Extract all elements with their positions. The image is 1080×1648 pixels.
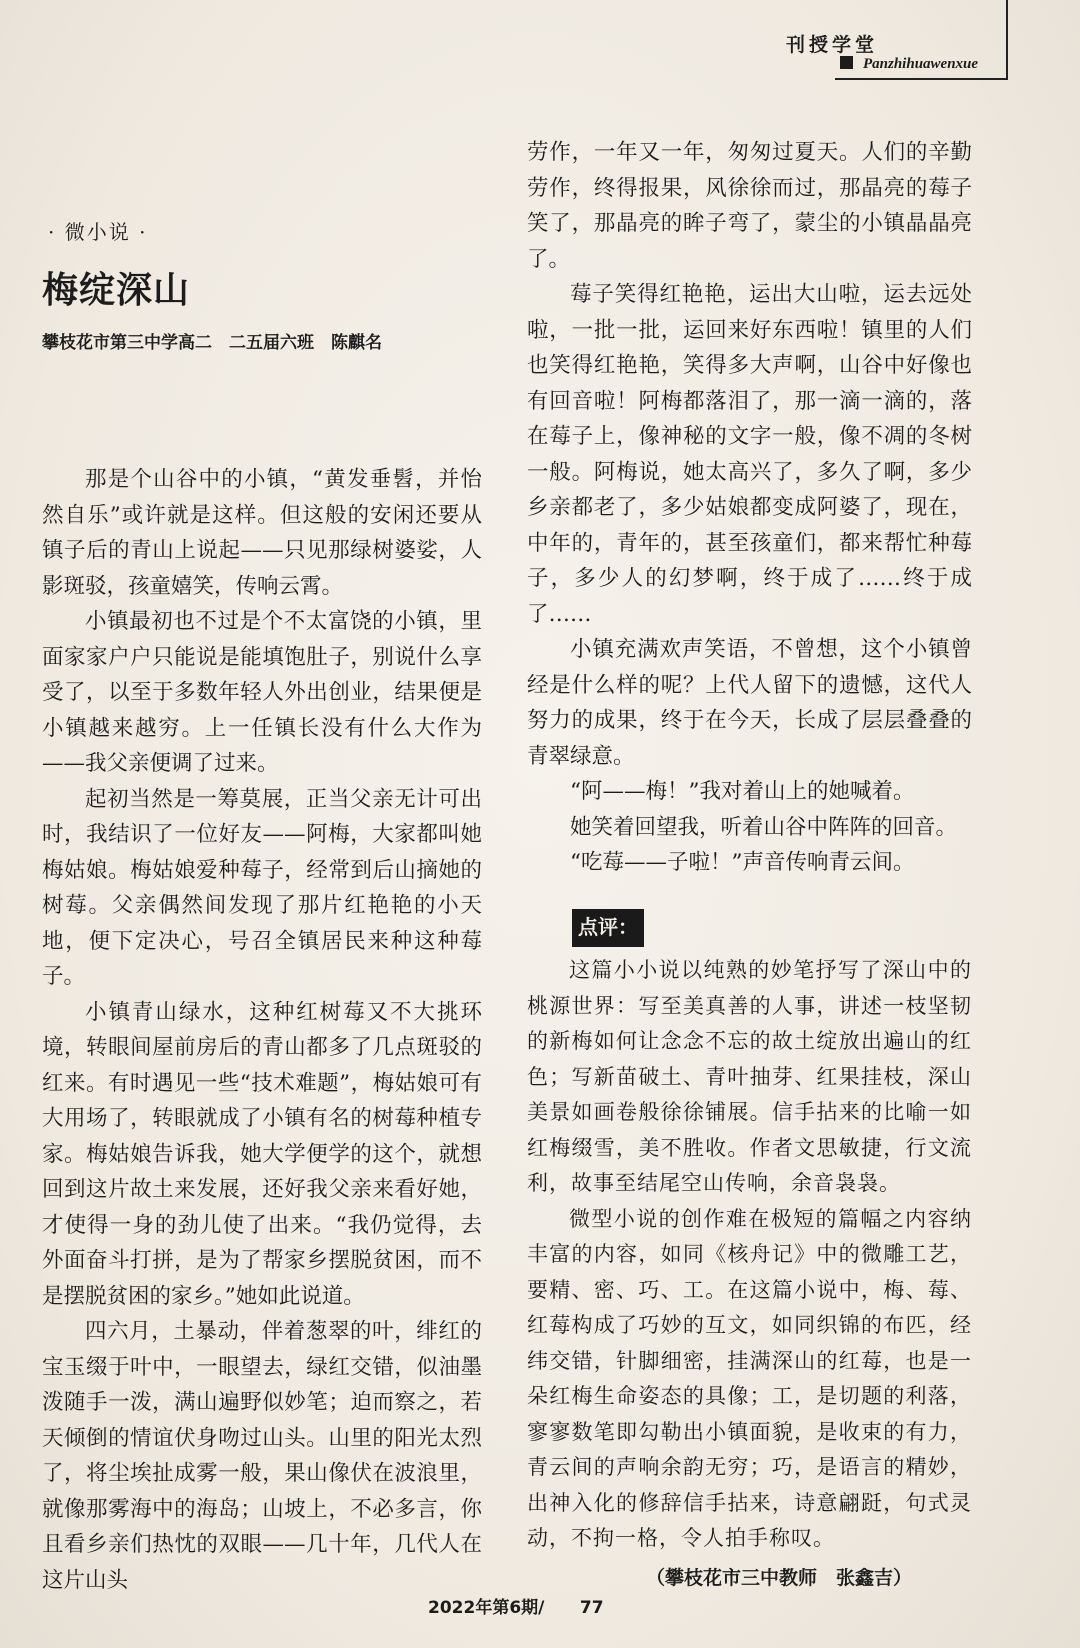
review-paragraph: 微型小说的创作难在极短的篇幅之内容纳丰富的内容，如同《核舟记》中的微雕工艺，要精、密、巧、工。在这篇小说中，梅、莓、红莓构成了巧妙的互文，如同织锦的布匹，经纬交错，针脚细密，挂满深山的红莓，也是一朵红梅生命姿态的具像；工，是切题的利落，寥寥数笔即勾勒出小镇面貌，是收束的有力，青云间的声响余韵无穷；巧，是语言的精妙，出神入化的修辞信手拈来，诗意翩跹，句式灵动，不拘一格，令人拍手称叹。 (527, 1206, 972, 1550)
body-paragraph: 小镇充满欢声笑语，不曾想，这个小镇曾经是什么样的呢？上代人留下的遗憾，这代人努力的成果，终于在今天，长成了层层叠叠的青翠绿意。 (527, 637, 972, 769)
body-paragraph: 四六月，土暴动，伴着葱翠的叶，绯红的宝玉缀于叶中，一眼望去，绿红交错，似油墨泼随手一泼，满山遍野似妙笔；迫而察之，若天倾倒的情谊伏身吻过山头。山里的阳光太烈了，将尘埃扯成雾一般，果山像伏在波浪里，就像那雾海中的海岛；山坡上，不必多言，你且看乡亲们热忱的双眼——几十年，几代人在这片山头 (42, 1319, 482, 1593)
square-bullet-icon (840, 56, 853, 69)
article-title: 梅绽深山 (42, 270, 191, 311)
body-paragraph-continued: 劳作，一年又一年，匆匆过夏天。人们的辛勤劳作，终得报果，风徐徐而过，那晶亮的莓子笑了，那晶亮的眸子弯了，蒙尘的小镇晶晶亮了。 (527, 140, 972, 272)
review-signature: （攀枝花市三中教师 张鑫吉） (645, 1566, 912, 1589)
review-paragraph: 这篇小小说以纯熟的妙笔抒写了深山中的桃源世界：写至美真善的人事，讲述一枝坚韧的新梅如何让念念不忘的故土绽放出遍山的红色；写新苗破土、青叶抽芽、红果挂枝，深山美景如画卷般徐徐铺展。信手拈来的比喻一如红梅缀雪，美不胜收。作者文思敏捷，行文流利，故事至结尾空山传响，余音袅袅。 (527, 958, 972, 1195)
body-paragraph: “吃莓——子啦！”声音传响青云间。 (570, 850, 915, 875)
body-paragraph: 小镇最初也不过是个不太富饶的小镇，里面家家户户只能说是能填饱肚子，别说什么享受了，以至于多数年轻人外出创业，结果便是小镇越来越穷。上一任镇长没有什么大作为——我父亲便调了过来。 (42, 609, 482, 776)
body-paragraph: 那是个山谷中的小镇，“黄发垂髫，并怡然自乐”或许就是这样。但这般的安闲还要从镇子后的青山上说起——只见那绿树婆娑，人影斑驳，孩童嬉笑，传响云霄。 (42, 467, 482, 599)
body-paragraph: 她笑着回望我，听着山谷中阵阵的回音。 (570, 814, 958, 840)
issue-label: 2022年第6期/ (428, 1598, 545, 1618)
header-vertical-rule (1006, 0, 1008, 78)
body-paragraph: 小镇青山绿水，这种红树莓又不大挑环境，转眼间屋前房后的青山都多了几点斑驳的红来。有时遇见一些“技术难题”，梅姑娘可有大用场了，转眼就成了小镇有名的树莓种植专家。梅姑娘告诉我，她大学便学的这个，就想回到这片故土来发展，还好我父亲来看好她，才使得一身的劲儿使了出来。“我仍觉得，去外面奋斗打拼，是为了帮家乡摆脱贫困，而不是摆脱贫困的家乡。”她如此说道。 (42, 999, 482, 1309)
left-column (42, 462, 482, 1598)
body-paragraph: “阿——梅！”我对着山上的她喊着。 (570, 779, 915, 804)
review-section (527, 953, 972, 1557)
column-subtitle (840, 56, 978, 73)
article-byline: 攀枝花市第三中学高二 二五届六班 陈麒名 (42, 333, 382, 353)
body-paragraph: 莓子笑得红艳艳，运出大山啦，运去远处啦，一批一批，运回来好东西啦！镇里的人们也笑得红艳艳，笑得多大声啊，山谷中好像也有回音啦！阿梅都落泪了，那一滴一滴的，落在莓子上，像神秘的文字一般，像不凋的冬树一般。阿梅说，她太高兴了，多久了啊，多少乡亲都老了，多少姑娘都变成阿婆了，现在，中年的，青年的，甚至孩童们，都来帮忙种莓子，多少人的幻梦啊，终于成了……终于成了…… (527, 282, 972, 627)
review-badge: 点评： (572, 909, 644, 948)
column-title: 刊授学堂 (786, 34, 879, 56)
column-subtitle-text: Panzhihuawenxue (863, 56, 979, 72)
body-paragraph: 起初当然是一筹莫展，正当父亲无计可出时，我结识了一位好友——阿梅，大家都叫她梅姑娘。梅姑娘爱种莓子，经常到后山摘她的树莓。父亲偶然间发现了那片红艳艳的小天地，便下定决心，号召全镇居民来种这种莓子。 (42, 786, 482, 989)
page-footer (428, 1593, 604, 1618)
header-horizontal-rule (835, 78, 1008, 80)
page-number: 77 (579, 1598, 604, 1618)
right-column (527, 135, 972, 1596)
section-label: · 微小说 · (48, 220, 148, 244)
